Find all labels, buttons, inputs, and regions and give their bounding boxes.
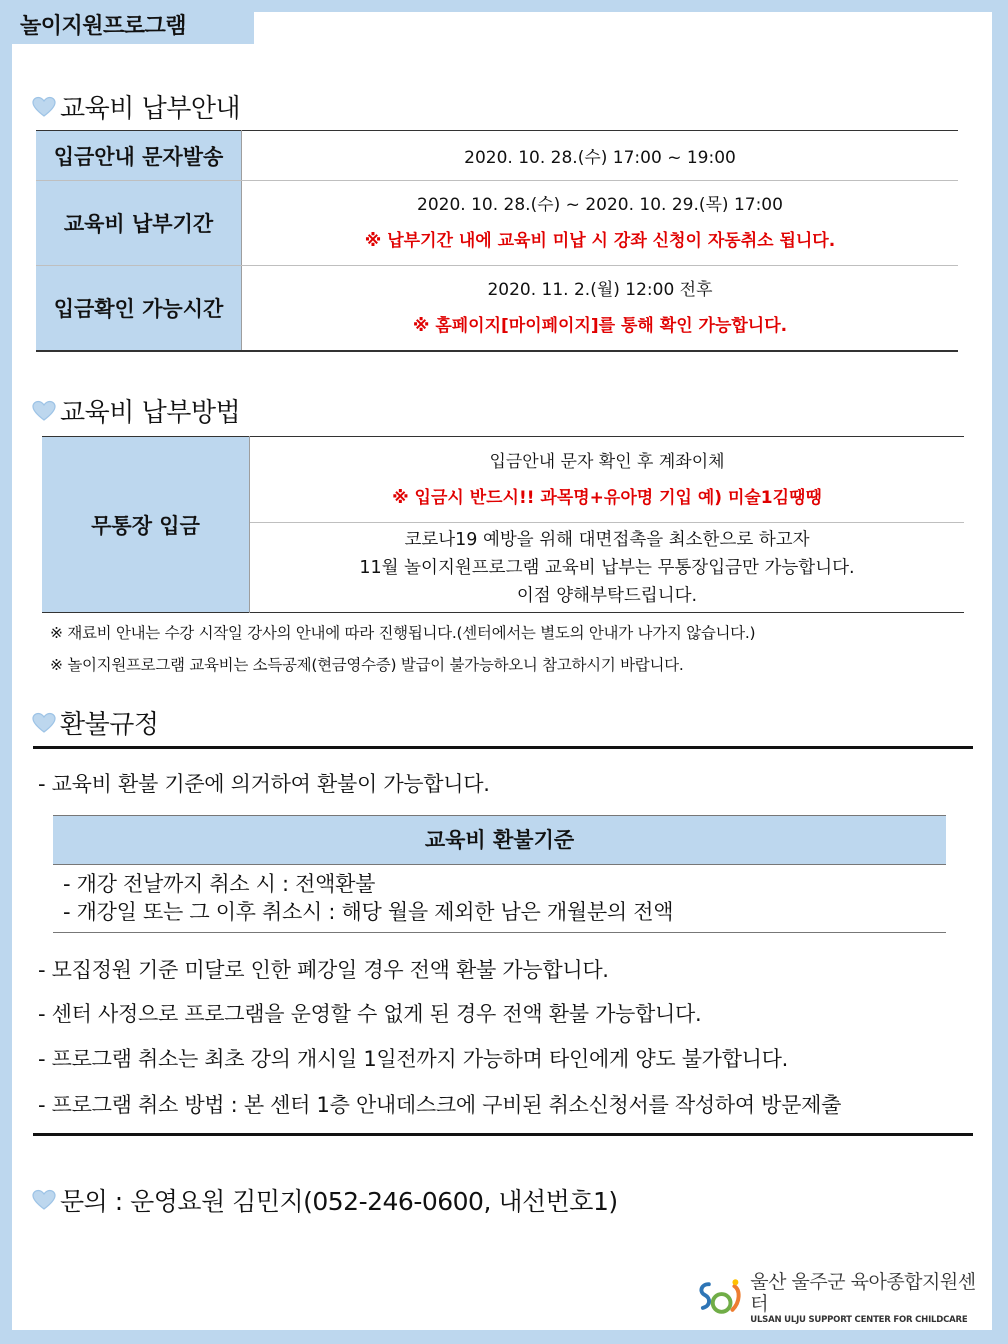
row-value bbox=[242, 131, 959, 181]
row-label: 입금안내 문자발송 bbox=[36, 131, 242, 181]
refund-rule: - 모집정원 기준 미달로 인한 폐강일 경우 전액 환불 가능합니다. bbox=[38, 958, 609, 982]
payment-info-table bbox=[36, 130, 958, 352]
table-row bbox=[36, 131, 958, 181]
section-heading-payment-method bbox=[32, 392, 240, 429]
method-value bbox=[250, 437, 965, 523]
page-tab-title: 놀이지원프로그램 bbox=[12, 12, 254, 44]
warning-text: ※ 홈페이지[마이페이지]를 통해 확인 가능합니다. bbox=[412, 315, 788, 336]
warning-text: ※ 입금시 반드시!! 과목명+유아명 기입 예) 미술1김땡땡 bbox=[392, 487, 822, 508]
center-logo-subtitle: ULSAN ULJU SUPPORT CENTER FOR CHILDCARE bbox=[750, 1315, 968, 1325]
heart-icon bbox=[32, 712, 56, 734]
section-title: 교육비 납부안내 bbox=[60, 94, 241, 124]
note-material-fee: ※ 재료비 안내는 수강 시작일 강사의 안내에 따라 진행됩니다.(센터에서는 별도의 안내가 나가지 않습니다.) bbox=[50, 624, 756, 642]
center-logo-icon bbox=[695, 1276, 746, 1320]
list-item: - 개강 전날까지 취소 시 : 전액환불 bbox=[63, 872, 376, 896]
contact-line bbox=[32, 1182, 618, 1218]
section-title: 환불규정 bbox=[60, 710, 159, 740]
divider bbox=[33, 1133, 973, 1136]
row-value bbox=[242, 266, 959, 351]
notice-line: 코로나19 예방을 위해 대면접촉을 최소한으로 하고자 bbox=[404, 529, 810, 550]
list-item: - 개강일 또는 그 이후 취소시 : 해당 월을 제외한 남은 개월분의 전액 bbox=[63, 900, 674, 924]
notice-line: 11월 놀이지원프로그램 교육비 납부는 무통장입금만 가능합니다. bbox=[359, 557, 855, 578]
row-label: 입금확인 가능시간 bbox=[36, 266, 242, 351]
table-row bbox=[36, 181, 958, 266]
refund-intro: - 교육비 환불 기준에 의거하여 환불이 가능합니다. bbox=[38, 772, 490, 796]
section-heading-refund bbox=[32, 704, 158, 741]
method-label: 무통장 입금 bbox=[42, 437, 250, 613]
refund-standard-list bbox=[53, 864, 946, 933]
value-line: 2020. 10. 28.(수) 17:00 ~ 19:00 bbox=[464, 148, 736, 168]
section-title: 교육비 납부방법 bbox=[60, 398, 241, 428]
table-row bbox=[36, 266, 958, 351]
row-label: 교육비 납부기간 bbox=[36, 181, 242, 266]
note-tax-deduction: ※ 놀이지원프로그램 교육비는 소득공제(현금영수증) 발급이 불가능하오니 참고하시기 바랍니다. bbox=[50, 656, 684, 674]
refund-rule: - 프로그램 취소는 최초 강의 개시일 1일전까지 가능하며 타인에게 양도 불가합니다. bbox=[38, 1047, 789, 1071]
refund-rule: - 센터 사정으로 프로그램을 운영할 수 없게 된 경우 전액 환불 가능합니다. bbox=[38, 1002, 702, 1026]
page bbox=[12, 12, 992, 1330]
refund-standard-title: 교육비 환불기준 bbox=[53, 815, 946, 865]
value-line: 2020. 11. 2.(월) 12:00 전후 bbox=[487, 279, 713, 300]
divider bbox=[33, 746, 973, 749]
contact-text: 문의 : 운영요원 김민지(052-246-0600, 내선번호1) bbox=[60, 1187, 618, 1216]
heart-icon bbox=[32, 96, 56, 118]
heart-icon bbox=[32, 1189, 56, 1211]
notice-line: 이점 양해부탁드립니다. bbox=[516, 585, 698, 606]
refund-rule: - 프로그램 취소 방법 : 본 센터 1층 안내데스크에 구비된 취소신청서를 작성하여 방문제출 bbox=[38, 1093, 842, 1117]
warning-text: ※ 납부기간 내에 교육비 미납 시 강좌 신청이 자동취소 됩니다. bbox=[364, 231, 836, 251]
value-line: 2020. 10. 28.(수) ~ 2020. 10. 29.(목) 17:00 bbox=[417, 195, 783, 215]
center-logo bbox=[695, 1271, 990, 1325]
section-heading-payment-info bbox=[32, 88, 240, 125]
payment-method-table bbox=[42, 436, 964, 613]
notice-value bbox=[250, 523, 965, 613]
table-row bbox=[42, 437, 964, 523]
heart-icon bbox=[32, 400, 56, 422]
row-value bbox=[242, 181, 959, 266]
value-line: 입금안내 문자 확인 후 계좌이체 bbox=[489, 451, 725, 472]
center-logo-title: 울산 울주군 육아종합지원센터 bbox=[750, 1271, 976, 1315]
